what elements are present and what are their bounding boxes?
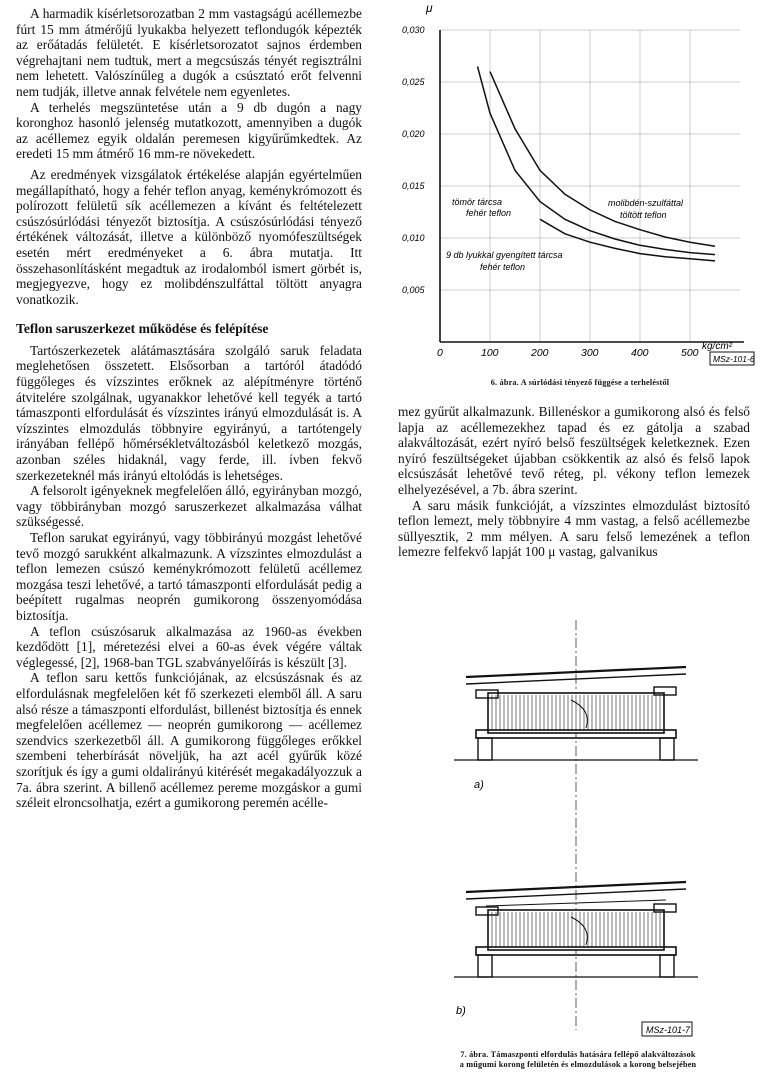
x-tick-label: 500 [681,347,699,359]
paragraph: A terhelés megszüntetése után a 9 db dugón a nagy koronghoz hasonló jelenség mutatkozott, amennyiben a dugók az acéllemez egyik oldalán peremesen kigyűrűmkedtek. Az eredeti 15 mm átmérő 16 mm-re növekedett. [16,99,362,162]
y-axis-symbol: μ [426,1,433,15]
figure-code: MSz-101-6 [713,354,755,364]
x-tick-label: 100 [481,347,499,359]
friction-chart [396,0,760,380]
paragraph: Tartószerkezetek alátámasztására szolgáló saruk feladata meglehetősen összetett. Elsősorban a tartóról átadódó függőleges és vízszintes erőknek az alépítményre történő átvitelére szolgálnak, ugyanakkor lehetővé kell tegyék a tartó támaszponti elfordulását és vízszintes irányú elmozdulását is. A vízszintes elmozdulás többnyire egyirányú, a tartótengely irányában fellépő hőmérsékletváltozásból keletkező mozgás, azonban széles hidaknál, vagy ferde, ill. ívben fekvő szerkezeteknél más irányú eltolódás is lehetséges. [16,342,362,483]
y-tick-label: 0,010 [402,233,425,243]
curve-label: molibdén-szulfáttal [608,198,684,208]
paragraph: A teflon saru kettős funkciójának, az elcsúszásnak és az elfordulásnak megfelelően két fő szerkezeti elemből áll. A saru alsó része a támaszponti elfordulást, billenést biztosítja és ennek megfelelően acéllemez — neoprén gumikorong — acéllemez szendvics szerkezetből áll. A gumikorong függőleges erőkkel szembeni teherbírását növeljük, ha azt acél gyűrűk közé szorítjuk és így a gumi oldalirányú kitérését megakadályozzuk a 7a. ábra szerint. A billenő acéllemez pereme mozgáskor a gumi széleit elroncsolhatja, ezért a gumikorong peremén acélle- [16,670,362,811]
paragraph: mez gyűrűt alkalmazunk. Billenéskor a gumikorong alsó és felső lapja az acéllemezekhez tapad és ez gátolja a szabad alakváltozását, ezért nyíró belső feszültségek keletkeznek. Ezen nyíró feszültségeket újabban csökkentik az alsó és felső lapok elcsúszását lehetővé tevő réteg, pl. vékony teflon lemezek elhelyezésével, a 7b. ábra szerint. [398,404,750,497]
figure-caption-line: a műgumi korong felületén és elmozdulások a korong belsejében [459,1059,697,1069]
left-text-column [16,6,362,811]
figure-7 [396,620,760,1084]
paragraph: A saru másik funkcióját, a vízszintes elmozdulást biztosító teflon lemezt, mely többnyire 4 mm vastag, a felső acéllemezbe süllyesztik, 2 mm mélyen. A saru felső lemezének a teflon lemezre felfekvő lapját 100 μ vastag, galvanikus [398,497,750,560]
curve-label: 9 db lyukkal gyengített tárcsa [446,250,563,260]
y-tick-label: 0,030 [402,25,425,35]
subfigure-label: b) [456,1005,466,1017]
y-tick-label: 0,015 [402,181,425,191]
paragraph: A harmadik kísérletsorozatban 2 mm vastagságú acéllemezbe fúrt 15 mm átmérőjű lyukakba helyezett teflondugók képezték az erőátadás felületét. E kísérletsorozatot sajnos érdemben végrehajtani nem tudtuk, mert a megcsúszás tényét regisztrálni nem lehetett. Valószínűleg a dugók a csúsztató erőt felvenni nem tudják, illetve annak felvétele nem egyenletes. [16,6,362,99]
curve-label: tömör tárcsa [452,197,503,207]
paragraph: Az eredmények vizsgálatok értékelése alapján egyértelműen megállapítható, hogy a fehér teflon anyag, keménykrómozott és polírozott felületű sík acéllemezen a kívánt és feltételezett csúszósúrlódási tényezőt biztosítja. A csúszósúrlódási tényező értékének változását, illetve a különböző nyomófeszültségek esetén mért eredményeket a 6. ábra mutatja. Itt összehasonlításként megadtuk az irodalomból ismert görbét is, megjegyezve, hogy ez molibdénszulfáttal töltött anyagra vonatkozik. [16,166,362,307]
paragraph: A felsorolt igényeknek megfelelően álló, egyirányban mozgó, vagy többirányban mozgó saruszerkezet alkalmazása válhat szükségessé. [16,483,362,530]
curve-label: fehér teflon [466,208,512,218]
x-tick-label: 200 [531,347,549,359]
y-tick-label: 0,025 [402,77,425,87]
x-tick-label: 0 [437,347,443,359]
series-line-2 [490,72,715,247]
curve-label: töltött teflon [620,210,667,220]
bearing-drawing-b [454,882,698,1017]
paragraph: Teflon sarukat egyirányú, vagy többirányú mozgást lehetővé tevő mozgó sarukként alkalmazunk. A vízszintes elmozdulást a teflon lemezen csúszó keménykrómozott felületű acéllemez mozgása teszi lehetővé, a tartó támaszponti elfordulását pedig a beépített rugalmas neoprén gumikorong összenyomódása biztosítja. [16,530,362,623]
figure-6 [396,0,760,400]
bearing-drawing [396,620,760,1050]
figure-caption-line: 7. ábra. Támaszponti elfordulás hatására fellépő alakváltozások [460,1050,696,1059]
figure-caption: 6. ábra. A súrlódási tényező függése a terheléstől [490,378,670,387]
x-tick-label: 300 [581,347,599,359]
right-text-column [398,404,750,560]
subfigure-label: a) [474,779,484,791]
curve-label: fehér teflon [480,262,526,272]
figure-code: MSz-101-7 [646,1025,691,1035]
series-line-1 [478,66,716,254]
y-tick-label: 0,005 [402,285,425,295]
x-tick-label: 400 [631,347,649,359]
x-axis-unit: kg/cm² [702,341,732,352]
section-heading: Teflon saruszerkezet működése és felépítése [16,321,269,337]
figure-caption [402,1050,754,1069]
paragraph: A teflon csúszósaruk alkalmazása az 1960-as években kezdődött [1], méretezési elvei a 60-as évek végére váltak véglegessé, [2], 1968-ban TGL szabványelőírás is készült [3]. [16,623,362,670]
y-tick-label: 0,020 [402,129,425,139]
